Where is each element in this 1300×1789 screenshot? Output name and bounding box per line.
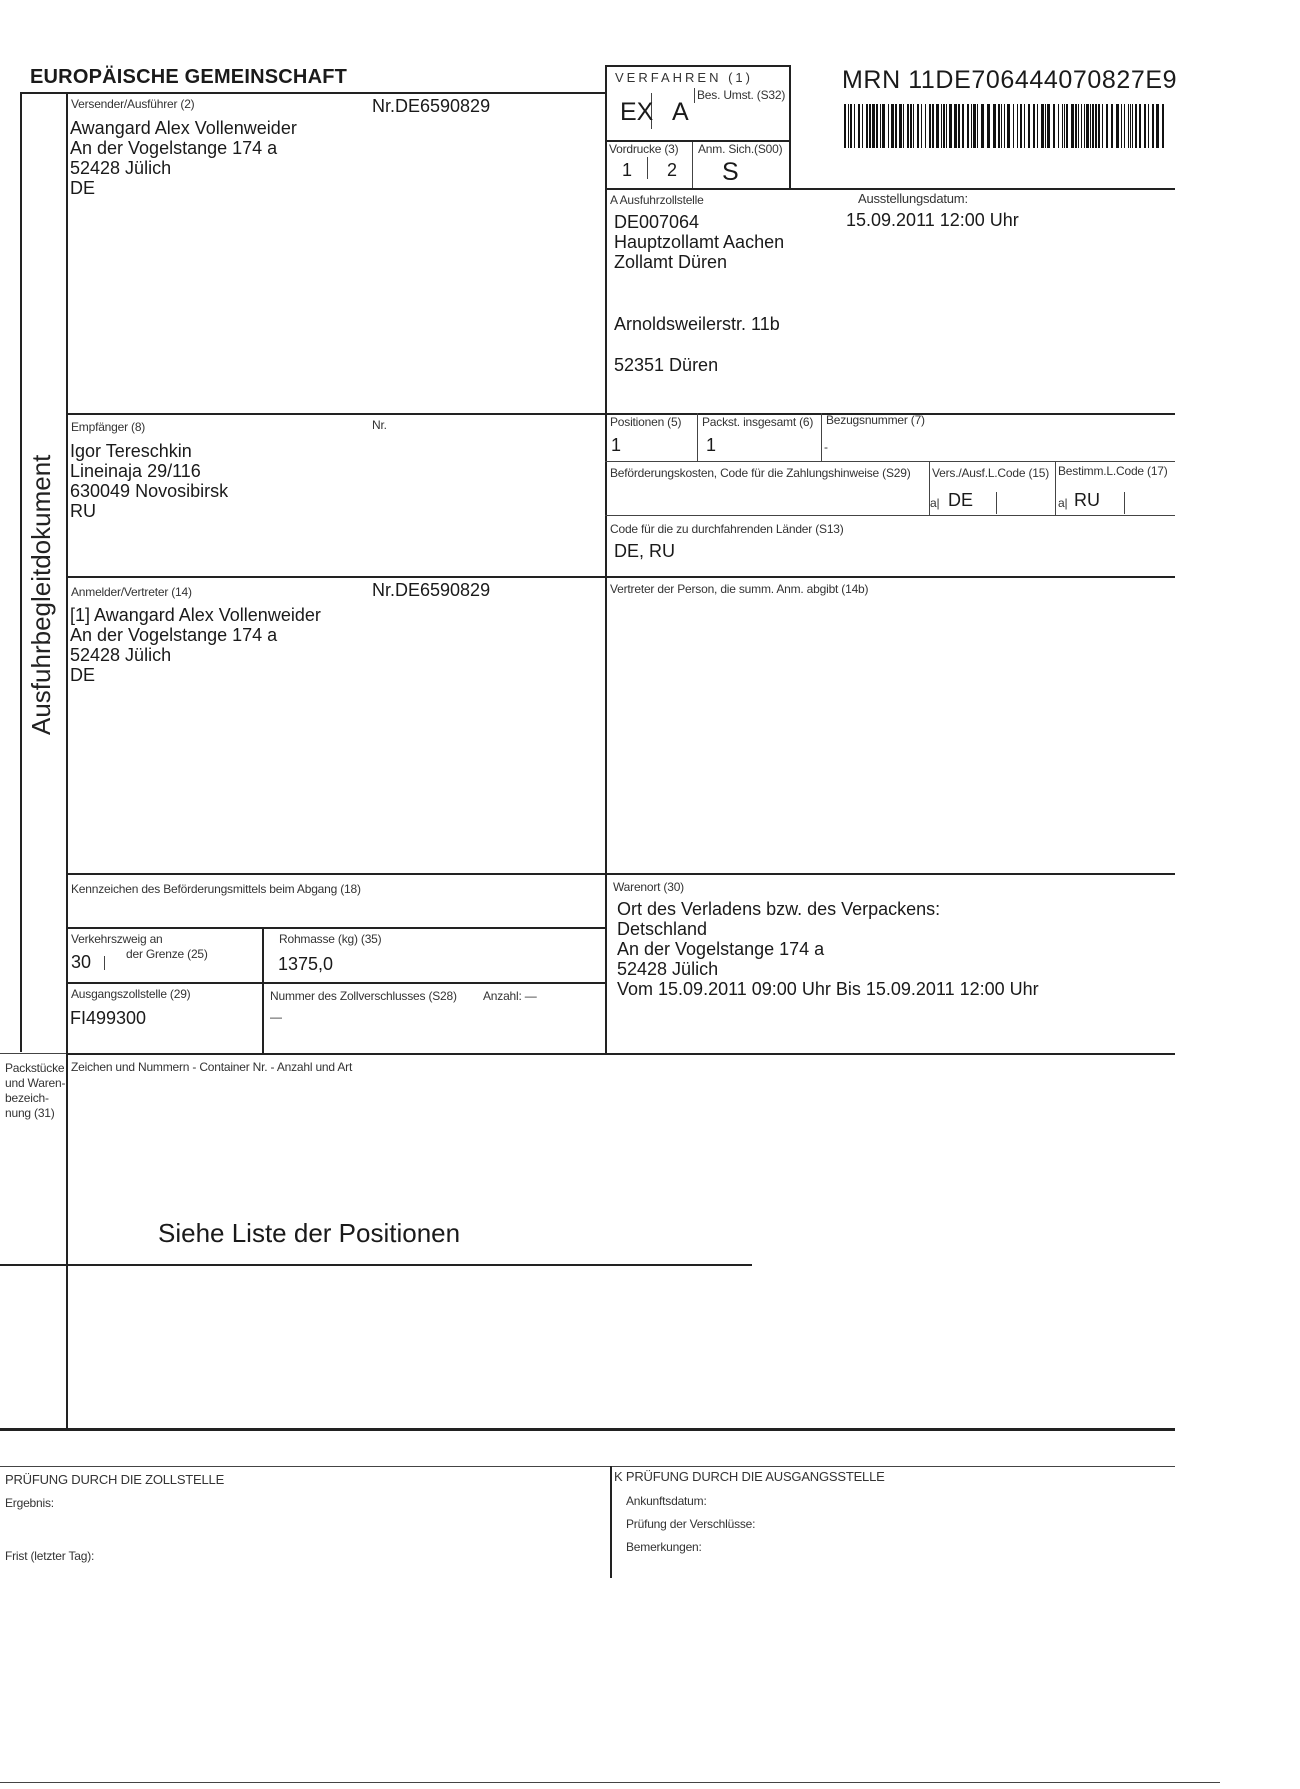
vordrucke-1: 1: [622, 160, 633, 180]
sender-address: [70, 118, 297, 198]
divider: [821, 413, 822, 461]
exit-check-label: K PRÜFUNG DURCH DIE AUSGANGSSTELLE: [614, 1469, 885, 1484]
bezugsnummer-label: Bezugsnummer (7): [826, 413, 925, 427]
customs-office-address: [614, 212, 784, 272]
barcode-bar: [1086, 104, 1089, 148]
packages-side-line: und Waren-: [5, 1076, 66, 1090]
barcode-bar: [880, 104, 881, 148]
barcode: [844, 104, 1169, 148]
barcode-bar: [1098, 104, 1100, 148]
barcode-bar: [1148, 104, 1149, 148]
barcode-bar: [1111, 104, 1113, 148]
bestimm-code-prefix: a|: [1058, 496, 1068, 510]
divider: [66, 1053, 1175, 1055]
barcode-bar: [903, 104, 904, 148]
barcode-bar: [1071, 104, 1074, 148]
barcode-bar: [1144, 104, 1146, 148]
barcode-bar: [1106, 104, 1108, 148]
bestimm-code-value: RU: [1074, 490, 1100, 510]
vers-code-label: Vers./Ausf.L.Code (15): [932, 466, 1049, 480]
barcode-bar: [921, 104, 922, 148]
representative-label: Vertreter der Person, die summ. Anm. abgibt (14b): [610, 582, 869, 596]
barcode-bar: [1084, 104, 1085, 148]
issue-date-label: Ausstellungsdatum:: [858, 191, 968, 206]
customs-office-line: Hauptzollamt Aachen: [614, 232, 785, 252]
divider: [692, 142, 693, 188]
barcode-bar: [1047, 104, 1050, 148]
recipient-address: [70, 441, 228, 521]
barcode-bar: [943, 104, 945, 148]
barcode-bar: [946, 104, 947, 148]
divider: [605, 461, 1175, 462]
means-label: Kennzeichen des Beförderungsmittels beim Abgang (18): [71, 882, 361, 896]
divider: [262, 927, 264, 1055]
mass-value: 1375,0: [278, 954, 334, 974]
barcode-bar: [1020, 104, 1022, 148]
customs-check-frist: Frist (letzter Tag):: [5, 1549, 95, 1563]
barcode-bar: [913, 104, 914, 148]
recipient-line: Igor Tereschkin: [70, 441, 192, 461]
barcode-bar: [993, 104, 996, 148]
customs-office-city: 52351 Düren: [614, 355, 719, 375]
goods-location-line: 52428 Jülich: [617, 959, 719, 979]
barcode-bar: [962, 104, 964, 148]
declarant-address: [70, 605, 321, 685]
barcode-bar: [1139, 104, 1141, 148]
barcode-bar: [936, 104, 939, 148]
anm-sich-label: Anm. Sich.(S00): [698, 142, 783, 156]
declarant-line: DE: [70, 665, 96, 685]
barcode-bar: [866, 104, 868, 148]
transit-value: DE, RU: [614, 541, 676, 561]
barcode-bar: [891, 104, 894, 148]
barcode-bar: [1041, 104, 1044, 148]
goods-location-text: [617, 899, 1039, 999]
barcode-bar: [977, 104, 978, 148]
seals-label: Nummer des Zollverschlusses (S28): [270, 989, 457, 1003]
divider: [697, 413, 698, 461]
procedure-label: VERFAHREN (1): [615, 70, 753, 85]
recipient-nr: Nr.: [372, 418, 387, 432]
barcode-bar: [1092, 104, 1094, 148]
declarant-line: An der Vogelstange 174 a: [70, 625, 278, 645]
sender-line: Awangard Alex Vollenweider: [70, 118, 297, 138]
barcode-bar: [967, 104, 969, 148]
barcode-bar: [899, 104, 902, 148]
sender-line: 52428 Jülich: [70, 158, 172, 178]
divider: [66, 92, 68, 1430]
transit-label: Code für die zu durchfahrenden Länder (S13): [610, 522, 844, 536]
transport-costs-label: Beförderungskosten, Code für die Zahlungshinweise (S29): [610, 466, 911, 480]
divider: [605, 188, 1175, 190]
form-title: EUROPÄISCHE GEMEINSCHAFT: [30, 66, 348, 88]
procedure-code-2: A: [672, 98, 689, 126]
divider: [20, 92, 22, 1052]
bes-umst-label: Bes. Umst. (S32): [697, 88, 786, 102]
goods-location-line: Vom 15.09.2011 09:00 Uhr Bis 15.09.2011 12:00 Uhr: [617, 979, 1039, 999]
customs-check-ergebnis: Ergebnis:: [5, 1496, 54, 1510]
seals-anzahl: Anzahl: —: [483, 989, 537, 1003]
barcode-bar: [932, 104, 934, 148]
divider: [610, 1466, 612, 1578]
barcode-bar: [1024, 104, 1025, 148]
barcode-bar: [1078, 104, 1079, 148]
sender-nr: Nr.DE6590829: [372, 96, 491, 116]
packages-value: Siehe Liste der Positionen: [158, 1218, 461, 1248]
barcode-bar: [1132, 104, 1133, 148]
barcode-bar: [1053, 104, 1055, 148]
issue-date-value: 15.09.2011 12:00 Uhr: [846, 210, 1019, 230]
barcode-bar: [1037, 104, 1038, 148]
barcode-bar: [1028, 104, 1030, 148]
goods-location-label: Warenort (30): [613, 880, 684, 894]
mass-label: Rohmasse (kg) (35): [279, 932, 382, 946]
barcode-bar: [1152, 104, 1154, 148]
divider: [66, 927, 605, 929]
divider: [104, 956, 105, 970]
customs-office-street: Arnoldsweilerstr. 11b: [614, 314, 780, 334]
packages-side-line: nung (31): [5, 1106, 55, 1120]
barcode-bar: [1102, 104, 1103, 148]
barcode-bar: [973, 104, 976, 148]
divider: [20, 92, 605, 94]
packst-value: 1: [706, 435, 717, 455]
vers-code-prefix: a|: [930, 496, 940, 510]
customs-office-line: DE007064: [614, 212, 700, 232]
mode-label-2: der Grenze (25): [126, 947, 208, 961]
barcode-bar: [925, 104, 926, 148]
mode-value: 30: [71, 952, 92, 972]
barcode-bar: [872, 104, 875, 148]
bestimm-code-label: Bestimm.L.Code (17): [1058, 464, 1168, 478]
barcode-bar: [1007, 104, 1010, 148]
barcode-bar: [917, 104, 919, 148]
declarant-label: Anmelder/Vertreter (14): [71, 585, 192, 599]
divider: [647, 157, 648, 179]
barcode-bar: [1135, 104, 1137, 148]
packages-side-line: Packstücke: [5, 1061, 65, 1075]
barcode-bar: [854, 104, 855, 148]
divider: [789, 65, 791, 190]
barcode-bar: [998, 104, 1000, 148]
recipient-line: Lineinaja 29/116: [70, 461, 201, 481]
divider: [1055, 461, 1056, 515]
barcode-bar: [1081, 104, 1082, 148]
procedure-code-1: EX: [620, 98, 654, 126]
packages-label: Zeichen und Nummern - Container Nr. - Anzahl und Art: [71, 1060, 353, 1074]
divider: [0, 1466, 1175, 1467]
barcode-bar: [1121, 104, 1122, 148]
barcode-bar: [1162, 104, 1164, 148]
barcode-bar: [1064, 104, 1065, 148]
divider: [605, 515, 1175, 516]
recipient-line: 630049 Novosibirsk: [70, 481, 229, 501]
barcode-bar: [1090, 104, 1091, 148]
positions-value: 1: [611, 435, 622, 455]
barcode-bar: [1075, 104, 1077, 148]
divider: [0, 1053, 66, 1054]
barcode-bar: [844, 104, 846, 148]
vordrucke-label: Vordrucke (3): [609, 142, 679, 156]
divider: [0, 1428, 1175, 1431]
divider: [605, 65, 607, 1055]
exit-check-bemerkungen: Bemerkungen:: [626, 1540, 702, 1554]
barcode-bar: [941, 104, 942, 148]
mrn-number: MRN 11DE706444070827E9: [842, 66, 1178, 94]
customs-check-label: PRÜFUNG DURCH DIE ZOLLSTELLE: [5, 1472, 225, 1487]
divider: [1124, 492, 1125, 514]
barcode-bar: [987, 104, 990, 148]
exit-check-ankunft: Ankunftsdatum:: [626, 1494, 707, 1508]
recipient-label: Empfänger (8): [71, 420, 146, 434]
barcode-bar: [1066, 104, 1068, 148]
barcode-bar: [862, 104, 863, 148]
barcode-bar: [1156, 104, 1159, 148]
sender-label: Versender/Ausführer (2): [71, 97, 195, 111]
bezugsnummer-value: -: [824, 440, 828, 454]
barcode-bar: [858, 104, 860, 148]
barcode-bar: [1116, 104, 1119, 148]
divider: [605, 576, 1175, 578]
exit-office-value: FI499300: [70, 1008, 147, 1028]
goods-location-line: Ort des Verladens bzw. des Verpackens:: [617, 899, 941, 919]
barcode-bar: [1095, 104, 1097, 148]
barcode-bar: [954, 104, 957, 148]
divider: [0, 1782, 1220, 1783]
barcode-bar: [1004, 104, 1005, 148]
barcode-bar: [1001, 104, 1002, 148]
barcode-bar: [1130, 104, 1131, 148]
declarant-line: 52428 Jülich: [70, 645, 172, 665]
vers-code-value: DE: [948, 490, 974, 510]
barcode-bar: [958, 104, 960, 148]
barcode-bar: [981, 104, 984, 148]
customs-office-line: Zollamt Düren: [614, 252, 728, 272]
barcode-bar: [882, 104, 885, 148]
barcode-bar: [888, 104, 889, 148]
vordrucke-2: 2: [667, 160, 678, 180]
barcode-bar: [850, 104, 852, 148]
divider: [66, 576, 605, 578]
barcode-bar: [1062, 104, 1063, 148]
barcode-bar: [876, 104, 878, 148]
barcode-bar: [895, 104, 897, 148]
goods-location-line: Detschland: [617, 919, 708, 939]
exit-check-pruefung: Prüfung der Verschlüsse:: [626, 1517, 756, 1531]
barcode-bar: [1033, 104, 1035, 148]
goods-location-line: An der Vogelstange 174 a: [617, 939, 825, 959]
sender-line: An der Vogelstange 174 a: [70, 138, 278, 158]
barcode-bar: [848, 104, 849, 148]
mode-label-1: Verkehrszweig an: [71, 932, 163, 946]
packst-label: Packst. insgesamt (6): [702, 415, 814, 429]
recipient-line: RU: [70, 501, 96, 521]
barcode-bar: [907, 104, 909, 148]
divider: [66, 873, 1175, 875]
sender-line: DE: [70, 178, 96, 198]
barcode-bar: [1013, 104, 1014, 148]
positions-label: Positionen (5): [610, 415, 682, 429]
packages-side-label: [5, 1061, 65, 1121]
divider: [66, 982, 605, 984]
barcode-bar: [949, 104, 952, 148]
declarant-line: [1] Awangard Alex Vollenweider: [70, 605, 321, 625]
barcode-bar: [1124, 104, 1125, 148]
exit-office-label: Ausgangszollstelle (29): [71, 987, 191, 1001]
customs-office-label: A Ausfuhrzollstelle: [610, 193, 704, 207]
divider: [605, 65, 789, 67]
barcode-bar: [1045, 104, 1046, 148]
seals-value: —: [270, 1010, 282, 1024]
barcode-bar: [869, 104, 871, 148]
barcode-bar: [910, 104, 912, 148]
barcode-bar: [1017, 104, 1018, 148]
barcode-bar: [971, 104, 972, 148]
declarant-nr: Nr.DE6590829: [372, 580, 491, 600]
packages-side-line: bezeich-: [5, 1091, 49, 1105]
barcode-bar: [1058, 104, 1059, 148]
divider: [694, 88, 695, 103]
side-label: Ausfuhrbegleitdokument: [26, 454, 56, 735]
anm-sich-value: S: [722, 158, 739, 186]
divider: [0, 1264, 752, 1266]
barcode-bar: [1128, 104, 1129, 148]
divider: [996, 492, 997, 514]
barcode-bar: [929, 104, 931, 148]
